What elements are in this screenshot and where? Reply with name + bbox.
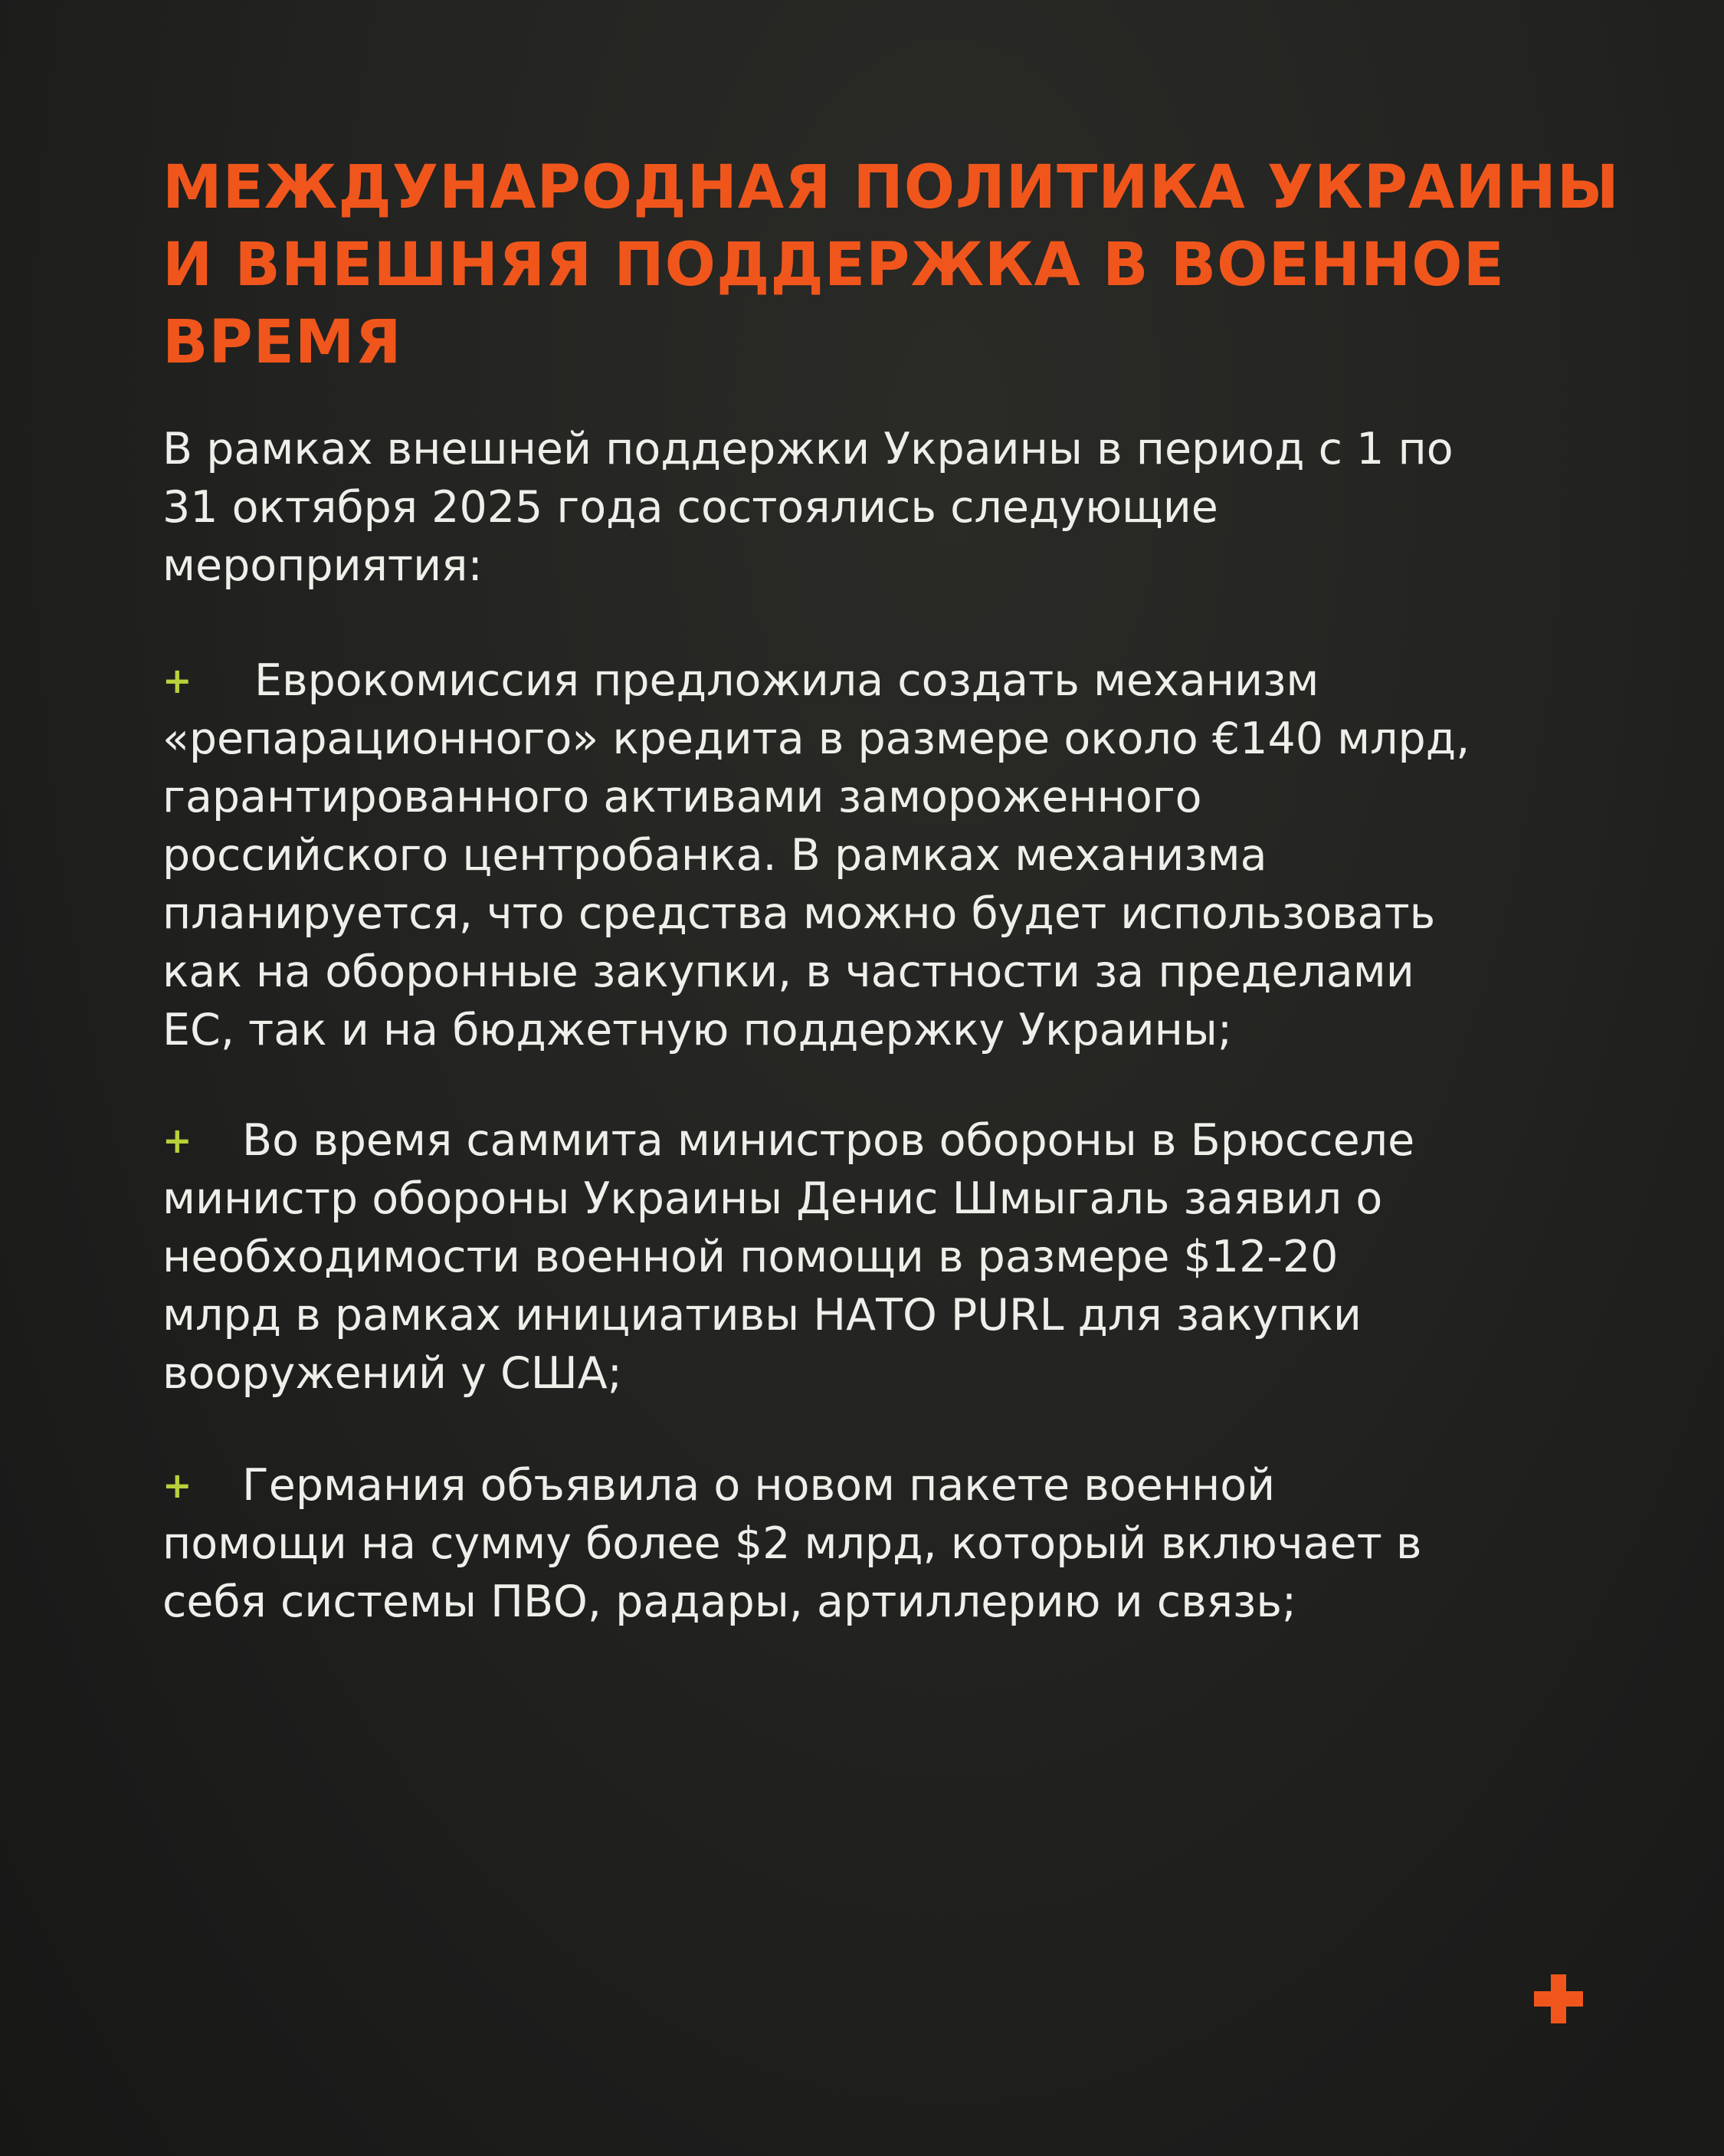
plus-bullet-icon: + xyxy=(162,1120,192,1161)
list-item-line: необходимости военной помощи в размере $12-20 xyxy=(162,1232,1339,1282)
list-item-line: министр обороны Украины Денис Шмыгаль заявил о xyxy=(162,1173,1383,1224)
intro-paragraph xyxy=(162,420,1634,595)
list-item-line: млрд в рамках инициативы НАТО PURL для закупки xyxy=(162,1290,1362,1341)
intro-line: 31 октября 2025 года состоялись следующие xyxy=(162,482,1218,533)
list-item-line: Германия объявила о новом пакете военной xyxy=(242,1460,1276,1511)
plus-bullet-icon: + xyxy=(162,660,192,701)
list-item-line: Во время саммита министров обороны в Брюсселе xyxy=(242,1115,1415,1166)
list-item-line: гарантированного активами замороженного xyxy=(162,772,1202,822)
list-item-germany-package xyxy=(162,1456,1664,1631)
plus-bullet-icon: + xyxy=(162,1465,192,1506)
intro-line: В рамках внешней поддержки Украины в период с 1 по xyxy=(162,424,1454,474)
title-line: МЕЖДУНАРОДНАЯ ПОЛИТИКА УКРАИНЫ xyxy=(162,153,1620,222)
plus-icon-vertical-bar xyxy=(1551,1974,1566,2023)
list-item-line: «репарационного» кредита в размере около €140 млрд, xyxy=(162,714,1470,764)
list-item-line: вооружений у США; xyxy=(162,1348,622,1399)
list-item-line: как на оборонные закупки, в частности за пределами xyxy=(162,947,1414,997)
list-item-line: российского центробанка. В рамках механизма xyxy=(162,830,1267,881)
list-item-line: планируется, что средства можно будет использовать xyxy=(162,888,1436,939)
title-line: ВРЕМЯ xyxy=(162,308,402,377)
list-item-text xyxy=(162,651,1664,1059)
list-item-reparation-loan xyxy=(162,651,1664,1059)
list-item-line: ЕС, так и на бюджетную поддержку Украины; xyxy=(162,1005,1233,1055)
list-item-text xyxy=(162,1456,1664,1631)
intro-line: мероприятия: xyxy=(162,540,483,591)
list-item-text xyxy=(162,1111,1664,1403)
list-item-line: себя системы ПВО, радары, артиллерию и связь; xyxy=(162,1577,1297,1627)
plus-icon xyxy=(1534,1974,1583,2023)
list-item-defense-summit xyxy=(162,1111,1664,1403)
list-item-line: помощи на сумму более $2 млрд, который включает в xyxy=(162,1518,1422,1569)
title-line: И ВНЕШНЯЯ ПОДДЕРЖКА В ВОЕННОЕ xyxy=(162,231,1505,300)
page-title xyxy=(162,149,1664,382)
list-item-line: Еврокомиссия предложила создать механизм xyxy=(254,655,1319,706)
